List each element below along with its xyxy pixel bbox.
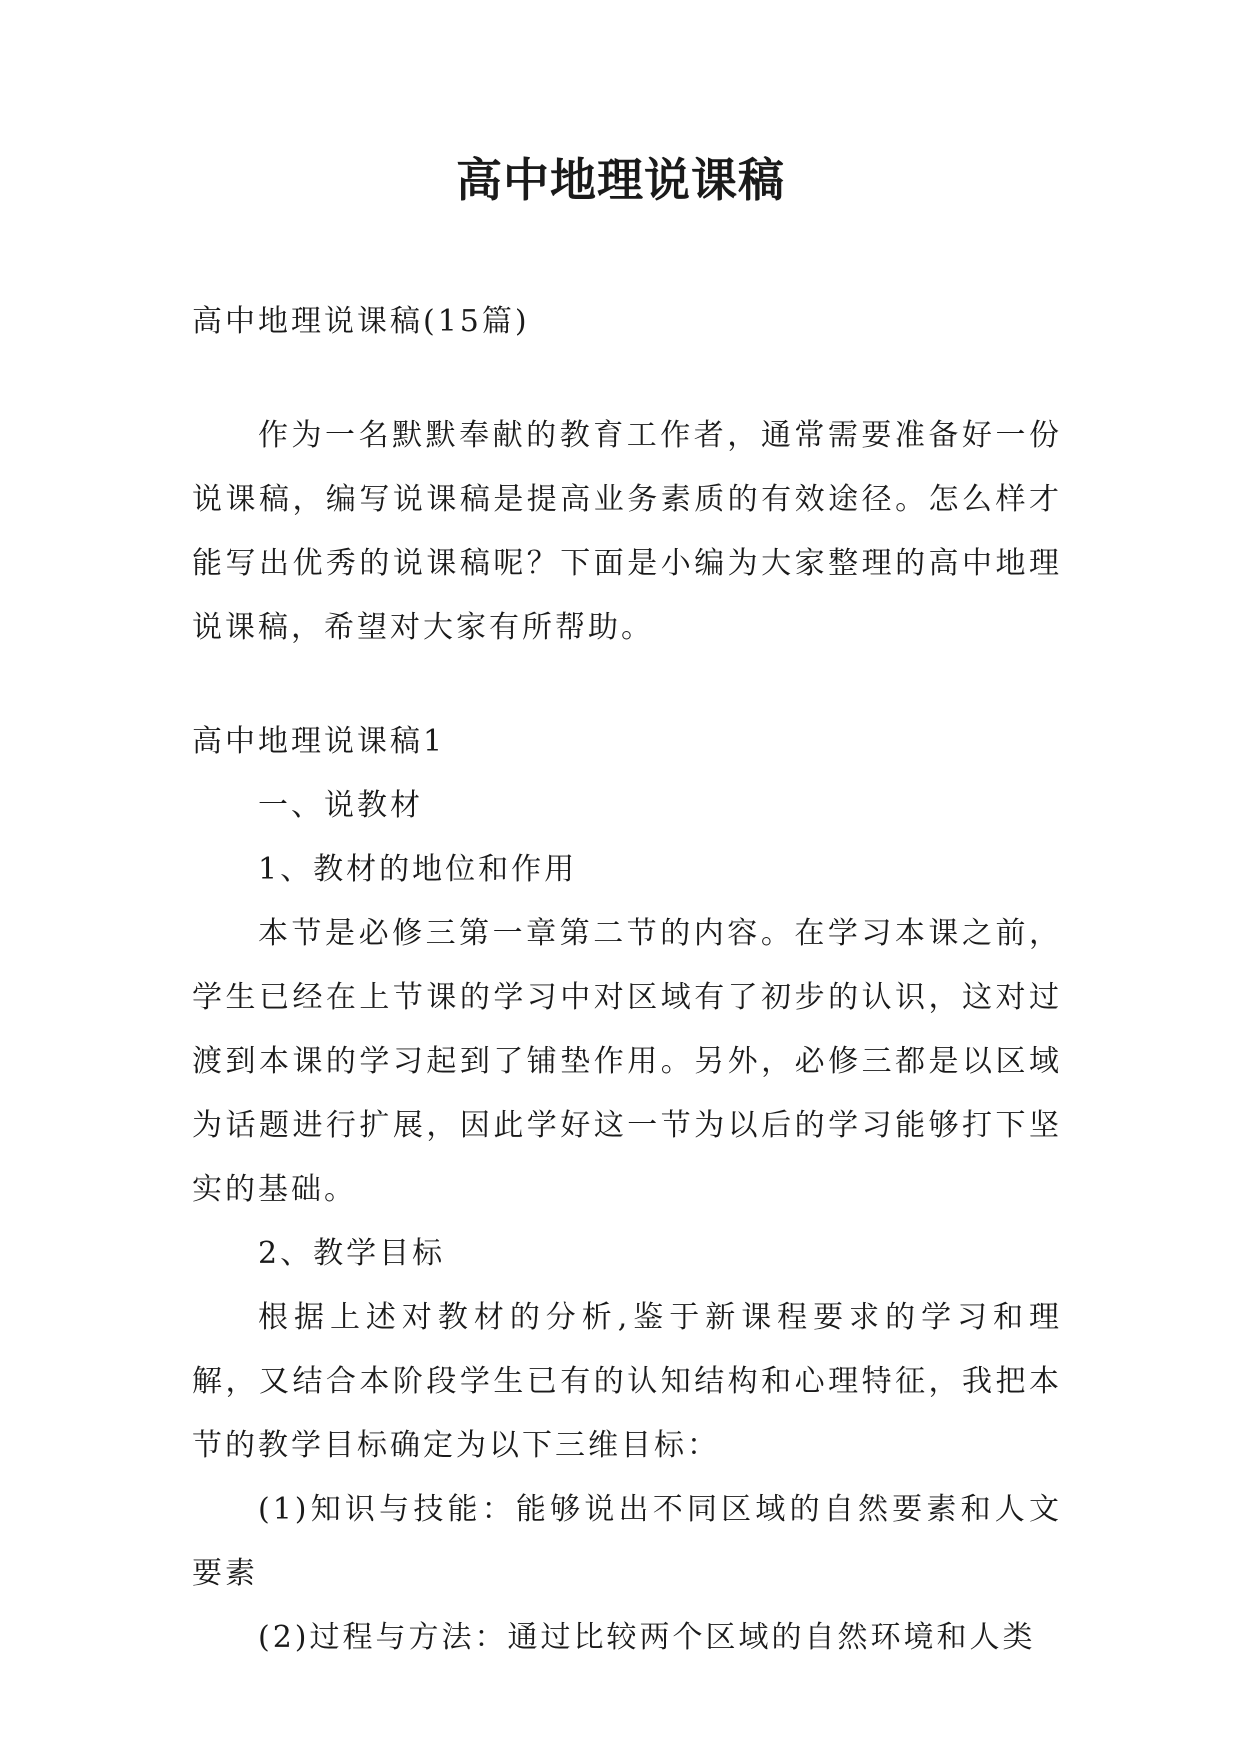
heading-teaching-goals: 2、教学目标 xyxy=(258,1236,446,1271)
paragraph-teaching-goals: 根据上述对教材的分析,鉴于新课程要求的学习和理解，又结合本阶段学生已有的认知结构和心理特征，我把本节的教学目标确定为以下三维目标： xyxy=(192,1300,1062,1463)
document-body xyxy=(192,290,1062,1670)
intro-paragraph: 作为一名默默奉献的教育工作者，通常需要准备好一份说课稿，编写说课稿是提高业务素质的有效途径。怎么样才能写出优秀的说课稿呢？下面是小编为大家整理的高中地理说课稿，希望对大家有所帮助。 xyxy=(192,418,1062,645)
document-title: 高中地理说课稿 xyxy=(456,153,785,207)
section-title: 高中地理说课稿1 xyxy=(192,724,446,759)
paragraph-textbook-role: 本节是必修三第一章第二节的内容。在学习本课之前，学生已经在上节课的学习中对区域有了初步的认识，这对过渡到本课的学习起到了铺垫作用。另外，必修三都是以区域为话题进行扩展，因此学好这一节为以后的学习能够打下坚实的基础。 xyxy=(192,916,1062,1207)
heading-textbook-role: 1、教材的地位和作用 xyxy=(258,852,578,887)
goal-process-methods: (2)过程与方法：通过比较两个区域的自然环境和人类 xyxy=(258,1620,1036,1655)
goal-knowledge-skills: (1)知识与技能：能够说出不同区域的自然要素和人文要素 xyxy=(192,1492,1062,1591)
document-subtitle: 高中地理说课稿(15篇) xyxy=(192,304,530,339)
heading-textbook: 一、说教材 xyxy=(258,788,423,823)
